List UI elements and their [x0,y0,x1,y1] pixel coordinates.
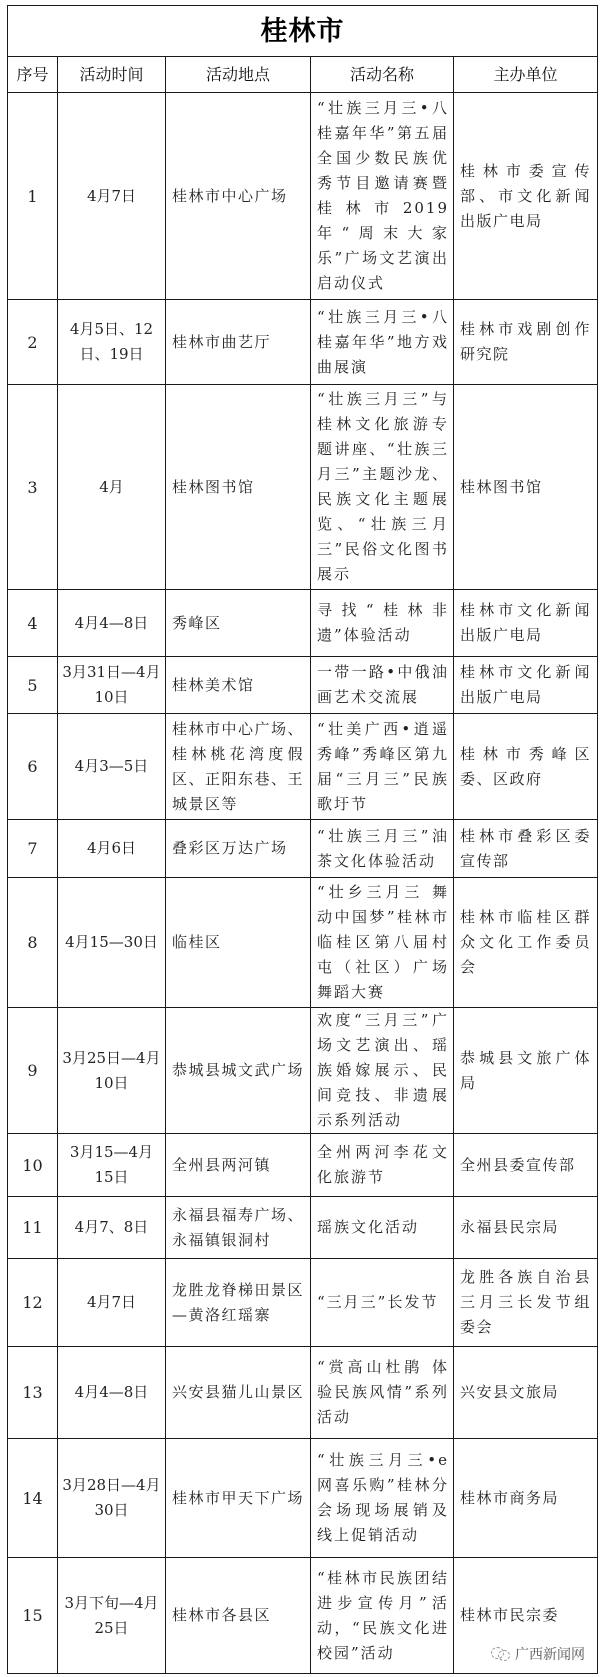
row-organizer: 桂林市戏剧创作研究院 [454,300,598,385]
table-row [8,1008,598,1134]
col-header-activity: 活动名称 [311,57,454,93]
col-header-location: 活动地点 [166,57,311,93]
row-activity-name: “三月三”长发节 [311,1259,454,1347]
row-location: 恭城县城文武广场 [166,1008,311,1134]
row-index: 9 [8,1008,58,1134]
table-row [8,820,598,878]
activity-table [7,5,598,1674]
row-organizer: 桂林市临桂区群众文化工作委员会 [454,878,598,1008]
row-index: 7 [8,820,58,878]
row-index: 6 [8,714,58,820]
table-row [8,1197,598,1259]
activity-schedule-sheet [7,5,597,1674]
row-index: 15 [8,1558,58,1674]
watermark [491,1644,585,1664]
table-row [8,1259,598,1347]
row-location: 叠彩区万达广场 [166,820,311,878]
row-date: 3月下旬—4月25日 [58,1558,166,1674]
col-header-date: 活动时间 [58,57,166,93]
row-index: 3 [8,385,58,590]
col-header-organizer: 主办单位 [454,57,598,93]
table-row [8,1439,598,1558]
row-location: 桂林市曲艺厅 [166,300,311,385]
table-title: 桂林市 [8,6,598,57]
table-row [8,300,598,385]
row-date: 4月7日 [58,93,166,300]
row-date: 4月3—5日 [58,714,166,820]
row-date: 4月5日、12日、19日 [58,300,166,385]
row-date: 3月15—4月15日 [58,1134,166,1197]
row-location: 永福县福寿广场、永福镇银洞村 [166,1197,311,1259]
row-organizer: 桂林市商务局 [454,1439,598,1558]
row-activity-name: “壮美广西•逍遥秀峰”秀峰区第九届“三月三”民族歌圩节 [311,714,454,820]
row-location: 兴安县猫儿山景区 [166,1347,311,1439]
row-organizer: 桂林市文化新闻出版广电局 [454,657,598,714]
row-date: 3月28日—4月30日 [58,1439,166,1558]
row-organizer: 桂林图书馆 [454,385,598,590]
row-index: 10 [8,1134,58,1197]
row-organizer: 桂林市文化新闻出版广电局 [454,590,598,657]
row-activity-name: “壮族三月三•e网喜乐购”桂林分会场现场展销及线上促销活动 [311,1439,454,1558]
row-index: 1 [8,93,58,300]
row-index: 2 [8,300,58,385]
row-organizer: 兴安县文旅局 [454,1347,598,1439]
row-index: 11 [8,1197,58,1259]
row-date: 4月4—8日 [58,1347,166,1439]
table-row [8,93,598,300]
table-row [8,1347,598,1439]
row-activity-name: 欢度“三月三”广场文艺演出、瑶族婚嫁展示、民间竞技、非遗展示系列活动 [311,1008,454,1134]
row-activity-name: 寻找“桂林非遗”体验活动 [311,590,454,657]
row-date: 4月6日 [58,820,166,878]
row-location: 龙胜龙脊梯田景区—黄洛红瑶寨 [166,1259,311,1347]
table-row [8,657,598,714]
row-organizer: 桂林市民宗委 [454,1558,598,1674]
row-location: 桂林市各县区 [166,1558,311,1674]
row-date: 3月25日—4月10日 [58,1008,166,1134]
row-location: 全州县两河镇 [166,1134,311,1197]
row-date: 4月7、8日 [58,1197,166,1259]
table-row [8,714,598,820]
row-organizer: 龙胜各族自治县三月三长发节组委会 [454,1259,598,1347]
row-organizer: 桂林市秀峰区委、区政府 [454,714,598,820]
row-index: 8 [8,878,58,1008]
table-row [8,1134,598,1197]
row-location: 桂林图书馆 [166,385,311,590]
row-activity-name: “壮族三月三”与桂林文化旅游专题讲座、“壮族三月三”主题沙龙、民族文化主题展览、“壮族三月三”民俗文化图书展示 [311,385,454,590]
row-location: 桂林市甲天下广场 [166,1439,311,1558]
row-date: 4月4—8日 [58,590,166,657]
row-organizer: 桂林市叠彩区委宣传部 [454,820,598,878]
row-date: 3月31日—4月10日 [58,657,166,714]
table-row [8,385,598,590]
row-activity-name: 一带一路•中俄油画艺术交流展 [311,657,454,714]
row-activity-name: “壮乡三月三 舞动中国梦”桂林市临桂区第八届村屯（社区）广场舞蹈大赛 [311,878,454,1008]
row-activity-name: “壮族三月三”油茶文化体验活动 [311,820,454,878]
row-activity-name: “壮族三月三•八桂嘉年华”地方戏曲展演 [311,300,454,385]
watermark-text: 广西新闻网 [515,1647,585,1663]
row-organizer: 永福县民宗局 [454,1197,598,1259]
row-index: 4 [8,590,58,657]
row-organizer: 桂林市委宣传部、市文化新闻出版广电局 [454,93,598,300]
row-organizer: 全州县委宣传部 [454,1134,598,1197]
row-activity-name: “壮族三月三•八桂嘉年华”第五届全国少数民族优秀节目邀请赛暨桂林市2019年“周末大家乐”广场文艺演出启动仪式 [311,93,454,300]
row-location: 临桂区 [166,878,311,1008]
row-activity-name: 全州两河李花文化旅游节 [311,1134,454,1197]
row-activity-name: “赏高山杜鹃 体验民族风情”系列活动 [311,1347,454,1439]
row-date: 4月15—30日 [58,878,166,1008]
row-activity-name: “桂林市民族团结进步宣传月”活动，“民族文化进校园”活动 [311,1558,454,1674]
row-index: 5 [8,657,58,714]
row-location: 桂林美术馆 [166,657,311,714]
row-index: 12 [8,1259,58,1347]
wechat-icon [491,1647,509,1661]
row-index: 13 [8,1347,58,1439]
row-activity-name: 瑶族文化活动 [311,1197,454,1259]
row-date: 4月 [58,385,166,590]
row-organizer: 恭城县文旅广体局 [454,1008,598,1134]
row-date: 4月7日 [58,1259,166,1347]
header-row [8,57,598,93]
table-row [8,878,598,1008]
row-location: 桂林市中心广场、桂林桃花湾度假区、正阳东巷、王城景区等 [166,714,311,820]
row-index: 14 [8,1439,58,1558]
table-row [8,590,598,657]
row-location: 秀峰区 [166,590,311,657]
col-header-index: 序号 [8,57,58,93]
row-location: 桂林市中心广场 [166,93,311,300]
